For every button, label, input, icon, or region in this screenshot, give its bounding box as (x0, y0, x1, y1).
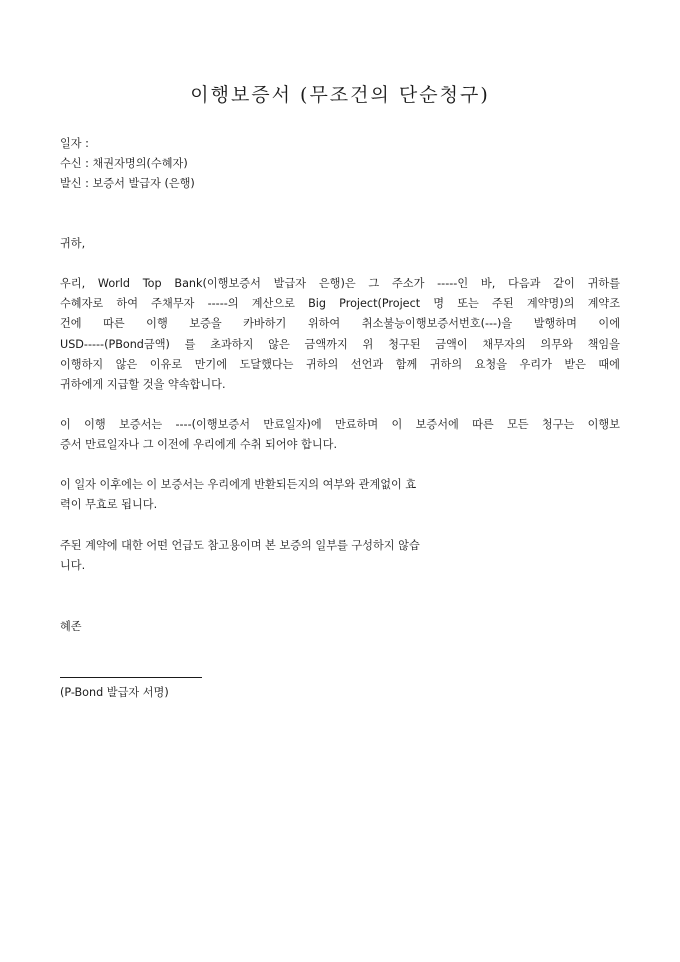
signature-caption: (P-Bond 발급자 서명) (60, 686, 169, 699)
paragraph-line: 수혜자로 하여 주채무자 -----의 계산으로 Big Project(Project 명 또는 주된 계약명)의 계약조 (60, 297, 620, 311)
paragraph-line: 이 이행 보증서는 ----(이행보증서 만료일자)에 만료하며 이 보증서에 따른 모든 청구는 이행보 (60, 418, 620, 431)
paragraph-line: 증서 만료일자나 그 이전에 우리에게 수취 되어야 합니다. (60, 438, 338, 452)
paragraph-expiry (60, 415, 620, 455)
paragraph-line: 주된 계약에 대한 어떤 언급도 참고용이며 본 보증의 일부를 구성하지 않습 (60, 539, 420, 552)
paragraph-line: 이행하지 않은 이유로 만기에 도달했다는 귀하의 선언과 함께 귀하의 요청을 우리가 받은 때에 (60, 357, 620, 371)
paragraph-guarantee-terms (60, 274, 620, 395)
date-line: 일자 : (60, 137, 89, 150)
recipient-line: 수신 : 채권자명의(수혜자) (60, 157, 188, 170)
salutation: 귀하, (60, 237, 86, 250)
paragraph-line: 우리, World Top Bank(이행보증서 발급자 은행)은 그 주소가 -----인 바, 다음과 같이 귀하를 (60, 277, 620, 290)
paragraph-line: 귀하에게 지급할 것을 약속합니다. (60, 377, 226, 391)
document-title: 이행보증서 (무조건의 단순청구) (190, 84, 490, 106)
paragraph-line: 건에 따른 이행 보증을 카바하기 위하여 취소불능이행보증서번호(---)을 발행하며 이에 (60, 317, 620, 331)
paragraph-line: 력이 무효로 됩니다. (60, 498, 158, 512)
paragraph-invalidation (60, 475, 416, 515)
paragraph-reference (60, 536, 420, 576)
signature-line (60, 677, 202, 678)
paragraph-line: USD-----(PBond금액) 를 초과하지 않은 금액까지 위 청구된 금액이 채무자의 의무와 책임을 (60, 337, 620, 351)
closing: 혜존 (60, 620, 82, 633)
paragraph-line: 이 일자 이후에는 이 보증서는 우리에게 반환되든지의 여부와 관계없이 효 (60, 478, 417, 491)
sender-line: 발신 : 보증서 발급자 (은행) (60, 177, 195, 190)
paragraph-line: 니다. (60, 559, 86, 573)
